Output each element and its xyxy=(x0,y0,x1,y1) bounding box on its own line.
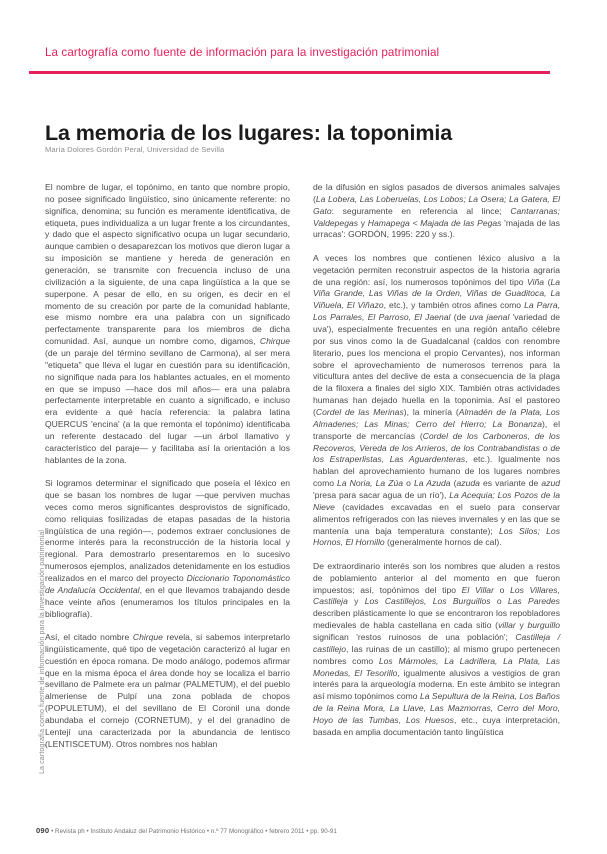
paragraph: A veces los nombres que contienen léxico alusivo a la vegetación permiten reconstruir aspectos de la historia agraria de una región: así, los numerosos topónimos del tipo Viña (La Viña Grande, Las Viñas de la Orden, Viñas de Guaditoca, La Viñuela, El Viñazo, etc.), y también otros afines como La Parra, Los Parrales, El Parroso, El Jaenal (de uva jaenal 'variedad de uva'), especialmente frecuentes en una región antaño célebre por sus vinos como la de Guadalcanal (caldos con renombre literario, pues los menciona el propio Cervantes), nos informan sobre el aprovechamiento de numerosos terrenos para la viticultura antes del declive de esta a consecuencia de la plaga de la filoxera a finales del siglo XIX. También otras actividades humanas han dejado huella en la toponimia. Así el pastoreo (Cordel de las Merinas), la minería (Almadén de la Plata, Los Almadenes; Las Minas; Cerro del Hierro; La Bonanza), el transporte de mercancías (Cordel de los Carboneros, de los Recoveros, Vereda de los Arrieros, de los Contrabandistas o de los Estraperlistas, Las Aguardenteras, etc.). Igualmente nos hablan del aprovechamiento humano de los lugares nombres como La Noria, La Zúa o La Azuda (azuda es variante de azud 'presa para sacar agua de un río'), La Acequia; Los Pozos de la Nieve (cavidades excavadas en el suelo para conservar alimentos refrigerados con las nieves invernales y en las que se mantenía una baja temperatura constante); Los Silos; Los Hornos, El Hornillo (generalmente hornos de cal). xyxy=(313,252,561,548)
paragraph: Así, el citado nombre Chirque revela, si sabemos interpretarlo lingüísticamente, qué tipo de vegetación caracterizó al lugar en cuestión en época romana. De modo análogo, podemos afirmar que en la misma época el área donde hoy se localiza el barrio sevillano de Palmete era un palmar (PALMETUM), el del pueblo almeriense de Pulpí una zona poblada de chopos (POPULETUM), el del sevillano de El Coronil una donde abundaba el cornejo (CORNETUM), y el del granadino de Lentejí una caracterizada por la abundancia de lentisco (LENTISCETUM). Otros nombres nos hablan xyxy=(45,631,290,749)
body-column-right xyxy=(313,182,560,739)
paragraph: De extraordinario interés son los nombres que aluden a restos de poblamiento anterior al del momento en que fueron impuestos; así, topónimos del tipo El Villar o Los Villares, Castilleja y Los Castillejos, Los Burguillos o Las Paredes describen plásticamente lo que se encontraron los repobladores medievales de habla castellana en cada sitio (villar y burguillo significan 'restos ruinosos de una población'; Castilleja / castillejo, las ruinas de un castillo); al mismo grupo pertenecen nombres como Los Mármoles, La Ladrillera, La Plata, Las Monedas, El Tesorillo, igualmente alusivos a vestigios de gran interés para la arqueología moderna. En este ámbito se integran así mismo topónimos como La Sepultura de la Reina, Los Baños de la Reina Mora, La Llave, Las Mazmorras, Cerro del Moro, Hoyo de las Tumbas, Los Huesos, etc., cuya interpretación, basada en amplia documentación tanto lingüística xyxy=(313,560,561,737)
running-head: La cartografía como fuente de información para la investigación patrimonial xyxy=(45,46,440,59)
page-title: La memoria de los lugares: la toponimia xyxy=(45,121,453,146)
paragraph: de la difusión en siglos pasados de diversos animales salvajes (La Lobera, Las Loberuelas, Los Lobos; La Osera; La Gatera, El Gato: seguramente en referencia al lince; Cantarranas; Valdepegas y Hamapega < Majada de las Pegas 'majada de las urracas': GORDÓN, 1995: 220 y ss.). xyxy=(313,182,560,240)
footer-citation: • Revista ph • Instituto Andaluz del Patrimonio Histórico • n.º 77 Monográfico • febrero 2011 • pp. 90-91 xyxy=(51,828,337,835)
page-number: 090 xyxy=(36,826,50,835)
paragraph: El nombre de lugar, el topónimo, en tanto que nombre propio, no posee significado lingüístico, sino únicamente referente: no significa, denomina; su función es meramente identificativa, de etiqueta, pues individualiza a un lugar frente a los circundantes, y dado que el aspecto significativo ocupa un lugar secundario, aunque cambien o desaparezcan los motivos que dieron lugar a su imposición se mantiene y hereda de generación en generación, se transmite con frecuencia incluso de una civilización a la siguiente, de una capa lingüística a la que se superpone. A pesar de ello, en su origen, es decir en el momento de su creación por parte de la comunidad hablante, ese mismo nombre era una palabra con un significado perfectamente transparente para los miembros de dicha comunidad. Así, aunque un nombre como, digamos, Chirque (de un paraje del término sevillano de Carmona), al ser mera "etiqueta" que lleva el lugar en cuestión para su identificación, no signifique nada para los hablantes actuales, en el momento en que se impuso —hace dos mil años— era una palabra perfectamente interpretable en cuanto a significado, e incluso era evidente a qué hacía referencia: la palabra latina QUERCUS 'encina' (a la que remonta el topónimo) identificaba un referente destacado del lugar —un árbol llamativo y característico del paraje— y facilitaba así la orientación a los hablantes de la zona. xyxy=(45,182,290,465)
paragraph: Si logramos determinar el significado que poseía el léxico en que se basan los nombres de lugar —que perviven muchas veces como meros significantes desprovistos de significado, como reliquias fosilizadas de etapas pasadas de la historia lingüística de una región—, podemos extraer conclusiones de enorme interés para la reconstrucción de la historia local y regional. Para demostrarlo presentaremos en lo sucesivo numerosos ejemplos, analizados detenidamente en los estudios realizados en el marco del proyecto Diccionario Toponomástico de Andalucía Occidental, en el que llevamos trabajando desde hace veinte años (enumeramos los títulos principales en la bibliografía). xyxy=(45,478,291,619)
body-column-left xyxy=(45,182,290,751)
author-byline: María Dolores Gordón Peral, Universidad de Sevilla xyxy=(45,145,225,154)
page-footer xyxy=(36,826,337,835)
vertical-section-label: La cartografía como fuente de información para la investigación patrimonial xyxy=(38,529,46,774)
header-rule xyxy=(29,71,550,74)
